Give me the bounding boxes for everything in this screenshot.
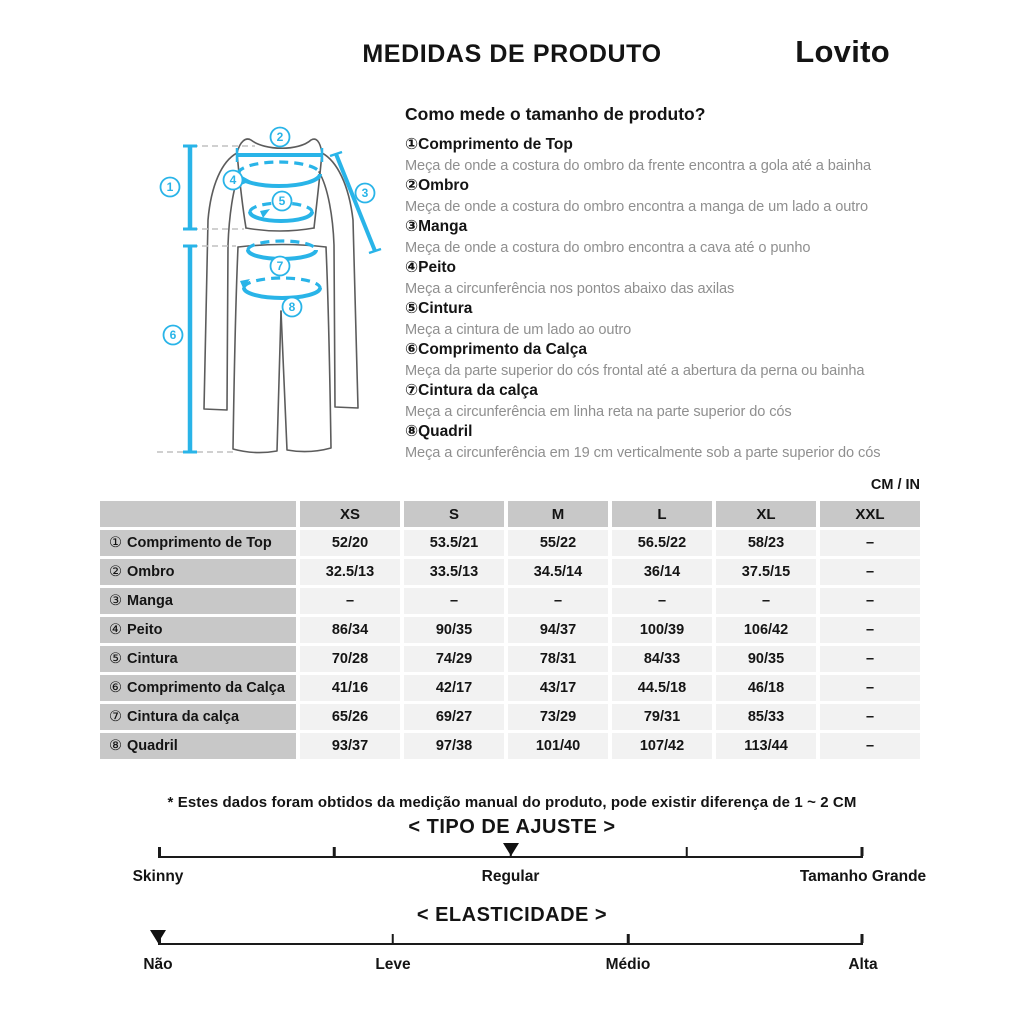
instruction-description: Meça a circunferência em linha reta na parte superior do cós	[405, 403, 792, 420]
instruction-number: ①	[405, 136, 419, 153]
row-label-text: Comprimento da Calça	[127, 680, 285, 696]
instruction-number: ⑥	[405, 341, 419, 358]
size-value-cell: –	[820, 530, 920, 556]
measurement-note: * Estes dados foram obtidos da medição manual do produto, pode existir diferença de 1 ~ 2 CM	[167, 794, 857, 811]
size-column-header: XXL	[820, 501, 920, 527]
svg-text:5: 5	[278, 194, 286, 208]
measure-instruction	[405, 258, 935, 299]
size-value-cell: –	[508, 588, 608, 614]
instruction-number: ②	[405, 177, 419, 194]
row-number: ①	[109, 535, 122, 551]
instruction-number: ④	[405, 259, 419, 276]
instruction-title	[405, 299, 935, 320]
elasticity-label: Médio	[605, 956, 651, 973]
table-row	[100, 675, 920, 701]
elasticity-scale-labels	[143, 956, 878, 976]
elasticity-label: Leve	[375, 956, 411, 973]
measure-instruction	[405, 176, 935, 217]
row-label	[100, 704, 296, 730]
size-value-cell: –	[820, 733, 920, 759]
size-value-cell: 58/23	[716, 530, 816, 556]
table-row	[100, 559, 920, 585]
elasticity-label: Alta	[848, 956, 878, 973]
row-label-text: Comprimento de Top	[127, 535, 272, 551]
row-number: ⑦	[109, 709, 122, 725]
measure-instruction	[405, 135, 935, 176]
size-value-cell: 78/31	[508, 646, 608, 672]
size-value-cell: 106/42	[716, 617, 816, 643]
size-value-cell: 79/31	[612, 704, 712, 730]
size-value-cell: 70/28	[300, 646, 400, 672]
instruction-number: ⑤	[405, 300, 419, 317]
svg-text:8: 8	[288, 300, 296, 314]
size-value-cell: –	[820, 617, 920, 643]
size-table	[96, 498, 924, 762]
size-value-cell: 43/17	[508, 675, 608, 701]
svg-text:2: 2	[276, 130, 284, 144]
measure-instruction	[405, 340, 935, 381]
size-value-cell: 42/17	[404, 675, 504, 701]
measure-instruction	[405, 299, 935, 340]
row-number: ⑤	[109, 651, 122, 667]
size-value-cell: –	[820, 588, 920, 614]
brand-logo: Lovito	[795, 34, 890, 69]
size-value-cell: 100/39	[612, 617, 712, 643]
size-value-cell: 74/29	[404, 646, 504, 672]
size-value-cell: 86/34	[300, 617, 400, 643]
size-value-cell: 107/42	[612, 733, 712, 759]
size-value-cell: 53.5/21	[404, 530, 504, 556]
size-value-cell: 34.5/14	[508, 559, 608, 585]
size-column-header: S	[404, 501, 504, 527]
size-value-cell: 113/44	[716, 733, 816, 759]
row-number: ④	[109, 622, 122, 638]
measure-instructions	[405, 104, 935, 463]
size-column-header: XL	[716, 501, 816, 527]
elasticity-scale-title: < ELASTICIDADE >	[416, 904, 608, 926]
fit-scale-track	[158, 842, 863, 858]
howto-heading: Como mede o tamanho de produto?	[405, 104, 706, 124]
size-value-cell: –	[820, 675, 920, 701]
measure-instruction	[405, 422, 935, 463]
table-row	[100, 588, 920, 614]
instruction-number: ③	[405, 218, 419, 235]
instruction-title	[405, 176, 935, 197]
instruction-title	[405, 217, 935, 238]
instruction-title	[405, 422, 935, 443]
elasticity-scale-track	[158, 929, 863, 945]
size-value-cell: 55/22	[508, 530, 608, 556]
svg-text:4: 4	[229, 173, 237, 187]
diagram-number-badges	[161, 128, 375, 345]
size-value-cell: –	[820, 646, 920, 672]
size-value-cell: 85/33	[716, 704, 816, 730]
instruction-number: ⑧	[405, 423, 419, 440]
table-row	[100, 617, 920, 643]
row-label	[100, 646, 296, 672]
size-value-cell: –	[820, 704, 920, 730]
elasticity-marker-icon	[150, 930, 166, 943]
row-label-text: Quadril	[127, 738, 178, 754]
units-label: CM / IN	[870, 477, 920, 493]
row-label	[100, 559, 296, 585]
fit-label: Regular	[481, 868, 540, 885]
size-value-cell: –	[612, 588, 712, 614]
svg-text:7: 7	[276, 259, 284, 273]
instruction-label: Peito	[418, 259, 457, 276]
garment-diagram-icon	[130, 125, 400, 475]
row-number: ⑧	[109, 738, 122, 754]
row-label-text: Peito	[127, 622, 163, 638]
size-value-cell: 33.5/13	[404, 559, 504, 585]
size-value-cell: –	[820, 559, 920, 585]
row-label-text: Cintura da calça	[127, 709, 240, 725]
page-title: MEDIDAS DE PRODUTO	[362, 40, 662, 68]
instruction-description: Meça a circunferência em 19 cm verticalmente sob a parte superior do cós	[405, 444, 881, 461]
instruction-label: Manga	[418, 218, 468, 235]
size-value-cell: –	[716, 588, 816, 614]
fit-label: Tamanho Grande	[799, 868, 927, 885]
fit-label: Skinny	[132, 868, 184, 885]
instruction-label: Ombro	[418, 177, 469, 194]
fit-scale-title: < TIPO DE AJUSTE >	[408, 816, 616, 838]
size-value-cell: 36/14	[612, 559, 712, 585]
table-row	[100, 530, 920, 556]
table-row	[100, 733, 920, 759]
table-row	[100, 646, 920, 672]
instruction-title	[405, 340, 935, 361]
svg-text:3: 3	[361, 186, 369, 200]
row-label	[100, 530, 296, 556]
instruction-title	[405, 258, 935, 279]
instruction-title	[405, 135, 935, 156]
size-column-header: XS	[300, 501, 400, 527]
svg-text:6: 6	[169, 328, 177, 342]
instruction-description: Meça a circunferência nos pontos abaixo das axilas	[405, 280, 735, 297]
size-value-cell: 32.5/13	[300, 559, 400, 585]
row-number: ⑥	[109, 680, 122, 696]
instruction-description: Meça da parte superior do cós frontal até a abertura da perna ou bainha	[405, 362, 865, 379]
instruction-label: Cintura da calça	[418, 382, 538, 399]
instruction-label: Comprimento de Top	[418, 136, 573, 153]
instruction-label: Cintura	[418, 300, 473, 317]
size-value-cell: –	[404, 588, 504, 614]
size-value-cell: 65/26	[300, 704, 400, 730]
row-label	[100, 617, 296, 643]
size-value-cell: 101/40	[508, 733, 608, 759]
corner-cell	[100, 501, 296, 527]
size-value-cell: –	[300, 588, 400, 614]
row-label-text: Cintura	[127, 651, 178, 667]
size-value-cell: 84/33	[612, 646, 712, 672]
row-label-text: Manga	[127, 593, 173, 609]
size-column-header: L	[612, 501, 712, 527]
size-value-cell: 37.5/15	[716, 559, 816, 585]
instruction-title	[405, 381, 935, 402]
size-value-cell: 52/20	[300, 530, 400, 556]
elasticity-label: Não	[143, 956, 173, 973]
instruction-label: Comprimento da Calça	[418, 341, 587, 358]
svg-text:1: 1	[166, 180, 174, 194]
measure-instruction	[405, 381, 935, 422]
size-value-cell: 46/18	[716, 675, 816, 701]
size-value-cell: 93/37	[300, 733, 400, 759]
instruction-description: Meça a cintura de um lado ao outro	[405, 321, 632, 338]
row-label-text: Ombro	[127, 564, 175, 580]
size-value-cell: 94/37	[508, 617, 608, 643]
size-value-cell: 90/35	[404, 617, 504, 643]
fit-marker-icon	[503, 843, 519, 856]
row-label	[100, 733, 296, 759]
size-value-cell: 97/38	[404, 733, 504, 759]
row-number: ③	[109, 593, 122, 609]
size-value-cell: 41/16	[300, 675, 400, 701]
instruction-description: Meça de onde a costura do ombro encontra a cava até o punho	[405, 239, 811, 256]
size-value-cell: 56.5/22	[612, 530, 712, 556]
instruction-description: Meça de onde a costura do ombro da frente encontra a gola até a bainha	[405, 157, 872, 174]
measure-instruction	[405, 217, 935, 258]
size-value-cell: 44.5/18	[612, 675, 712, 701]
size-value-cell: 69/27	[404, 704, 504, 730]
howto-list	[405, 135, 935, 463]
fit-scale-labels	[132, 868, 927, 888]
table-row	[100, 704, 920, 730]
measure-arrows	[240, 176, 270, 288]
instruction-number: ⑦	[405, 382, 419, 399]
size-column-header: M	[508, 501, 608, 527]
instruction-label: Quadril	[418, 423, 473, 440]
row-label	[100, 675, 296, 701]
size-value-cell: 90/35	[716, 646, 816, 672]
row-number: ②	[109, 564, 122, 580]
row-label	[100, 588, 296, 614]
instruction-description: Meça de onde a costura do ombro encontra a manga de um lado a outro	[405, 198, 869, 215]
table-header-row	[100, 501, 920, 527]
size-value-cell: 73/29	[508, 704, 608, 730]
